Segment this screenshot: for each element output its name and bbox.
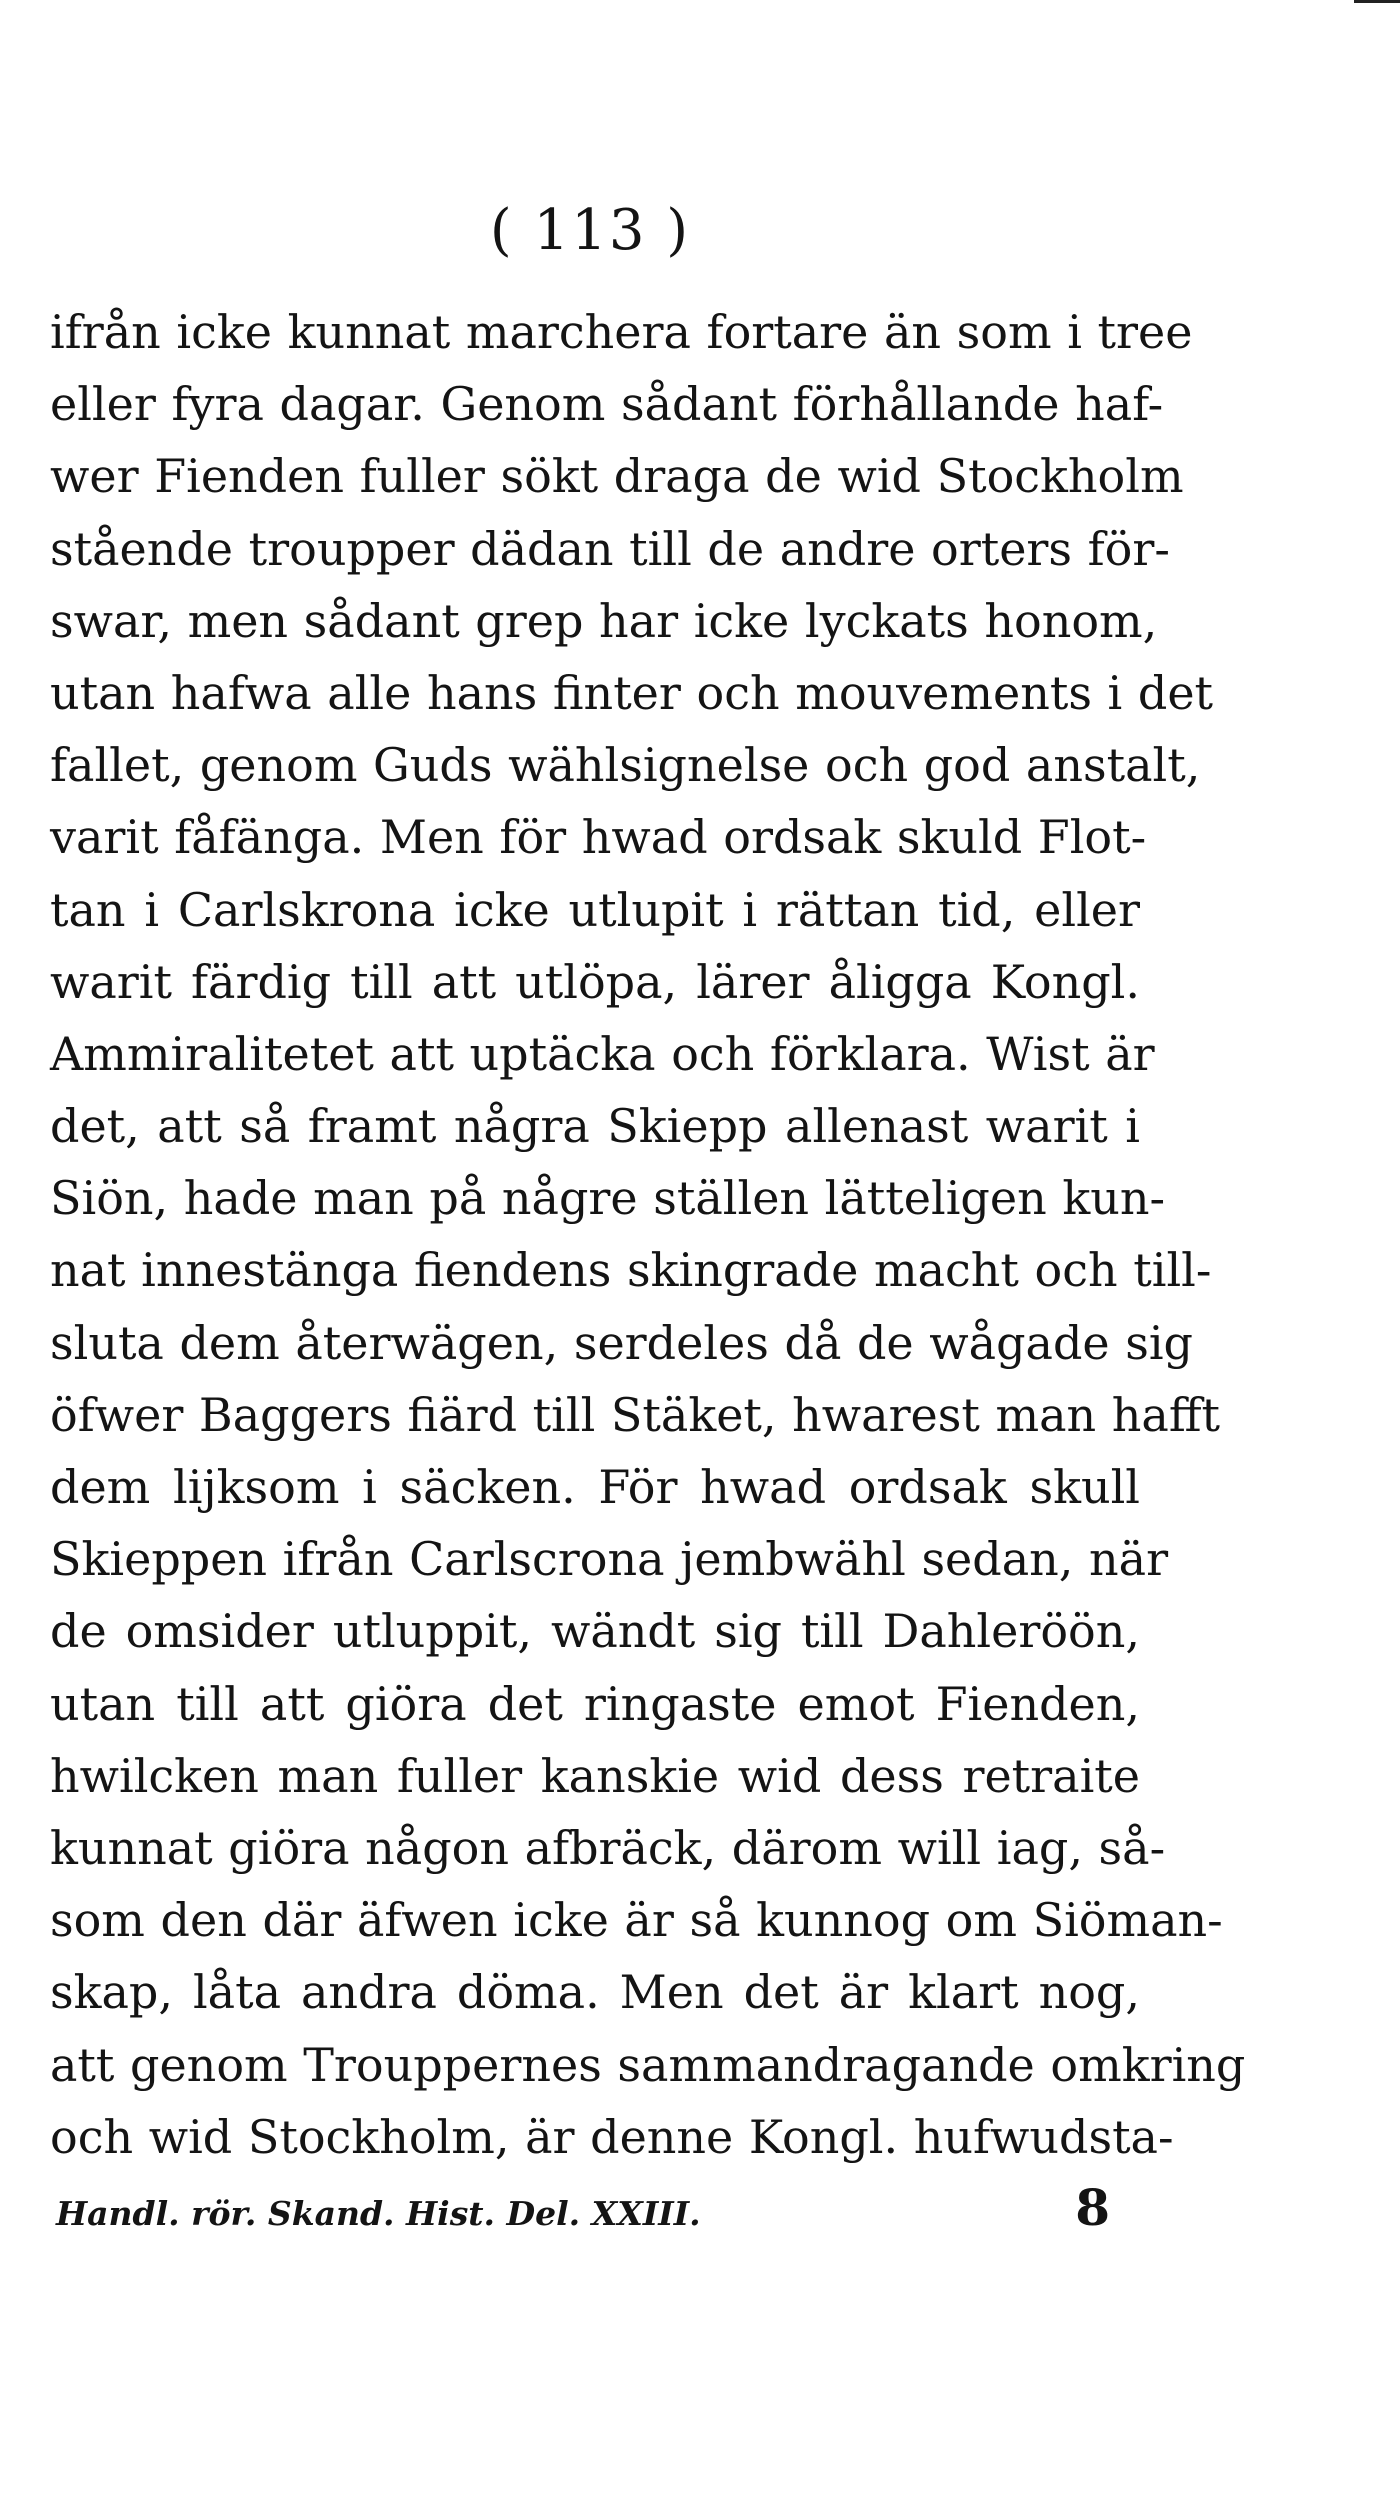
footer-signature: Handl. rör. Skand. Hist. Del. XXIII.: [56, 2194, 701, 2233]
text-line: Siön, hade man på någre ställen lätteligen kun-: [50, 1171, 1165, 1226]
text-line: tan i Carlskrona icke utlupit i rättan tid, eller: [50, 882, 1140, 937]
text-line: ifrån icke kunnat marchera fortare än som i tree: [50, 305, 1193, 359]
text-line: stående troupper dädan till de andre orters för-: [50, 521, 1170, 576]
text-line: warit färdig till att utlöpa, lärer åligga Kongl.: [50, 954, 1140, 1009]
page-footer: [50, 2178, 1140, 2248]
text-line: Skieppen ifrån Carlscrona jembwähl sedan, när: [50, 1532, 1169, 1587]
text-line: hwilcken man fuller kanskie wid dess retraite: [50, 1748, 1140, 1803]
page-edge-rule: [1354, 0, 1400, 3]
text-line: dem lijksom i säcken. För hwad ordsak skull: [50, 1460, 1140, 1514]
text-line: som den där äfwen icke är så kunnog om Siöman-: [50, 1893, 1223, 1948]
text-line: det, att så framt några Skiepp allenast warit i: [50, 1099, 1140, 1154]
text-line: swar, men sådant grep har icke lyckats honom,: [50, 593, 1158, 648]
text-line: skap, låta andra döma. Men det är klart nog,: [50, 1965, 1140, 2020]
text-line: nat innestänga fiendens skingrade macht och till-: [50, 1243, 1212, 1298]
text-line: de omsider utluppit, wändt sig till Dahleröön,: [50, 1604, 1140, 1659]
text-line: fallet, genom Guds wählsignelse och god anstalt,: [50, 738, 1201, 793]
text-line: öfwer Baggers fiärd till Stäket, hwarest man hafft: [50, 1387, 1221, 1442]
text-line: varit fåfänga. Men för hwad ordsak skuld Flot-: [50, 810, 1147, 865]
text-line: utan till att giöra det ringaste emot Fienden,: [50, 1676, 1140, 1731]
text-line: sluta dem återwägen, serdeles då de wågade sig: [50, 1315, 1194, 1370]
page-number: ( 113 ): [489, 198, 691, 263]
text-line: utan hafwa alle hans finter och mouvements i det: [50, 665, 1214, 720]
signature-mark: 8: [1075, 2178, 1110, 2237]
text-line: wer Fienden fuller sökt draga de wid Stockholm: [50, 449, 1184, 504]
text-line: och wid Stockholm, är denne Kongl. hufwudsta-: [50, 2109, 1174, 2164]
body-text: [50, 296, 1246, 2173]
text-line: att genom Trouppernes sammandragande omkring: [50, 2037, 1246, 2092]
text-line: kunnat giöra någon afbräck, därom will iag, så-: [50, 1820, 1166, 1875]
text-line: Ammiralitetet att uptäcka och förklara. Wist är: [50, 1026, 1155, 1081]
text-line: eller fyra dagar. Genom sådant förhållande haf-: [50, 377, 1164, 432]
